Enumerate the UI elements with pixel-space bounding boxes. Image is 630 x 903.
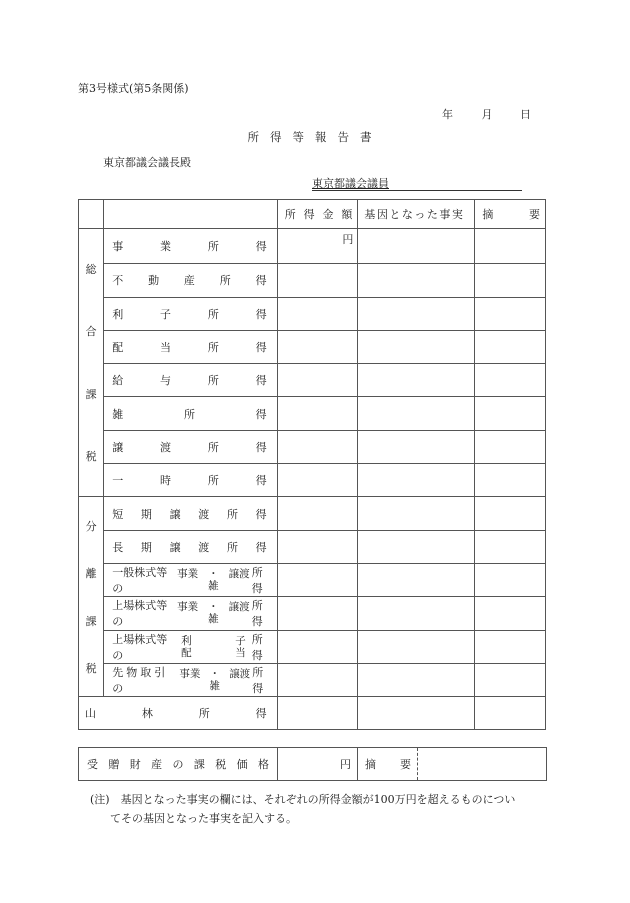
header-basis: 基因となった事実 — [358, 200, 475, 229]
addressee: 東京都議会議長殿 — [103, 156, 191, 169]
amount-input-listed-stocks-business[interactable] — [277, 597, 358, 630]
date-field[interactable] — [440, 106, 531, 122]
amount-input-short-term-transfer[interactable] — [277, 497, 358, 530]
summary-input-short-term-transfer[interactable] — [475, 497, 546, 530]
header-blank-1 — [79, 200, 104, 229]
basis-input-transfer[interactable] — [358, 430, 475, 463]
table-row — [79, 597, 546, 630]
summary-input-transfer[interactable] — [475, 430, 546, 463]
signer-label: 東京都議会議員 — [312, 177, 389, 190]
summary-input-long-term-transfer[interactable] — [475, 530, 546, 563]
table-row — [79, 663, 546, 696]
row-label-listed-stocks-business: 上場株式等の 事業 ・ 譲渡 雑 所得 — [104, 597, 277, 630]
summary-input-forest[interactable] — [475, 697, 546, 730]
header-summary: 摘 要 — [475, 200, 546, 229]
summary-input-interest[interactable] — [475, 297, 546, 330]
row-label-miscellaneous: 雑 所 得 — [104, 397, 277, 430]
gift-summary-input[interactable] — [358, 748, 547, 781]
form-number: 第3号様式(第5条関係) — [78, 82, 189, 95]
table-row — [79, 697, 546, 730]
summary-input-real-estate[interactable] — [475, 264, 546, 297]
footnote-line-2: てその基因となった事実を記入する。 — [110, 812, 297, 825]
basis-input-short-term-transfer[interactable] — [358, 497, 475, 530]
table-row — [79, 497, 546, 530]
gift-summary-label: 摘 要 — [358, 748, 418, 780]
amount-input-long-term-transfer[interactable] — [277, 530, 358, 563]
table-row — [79, 330, 546, 363]
summary-input-miscellaneous[interactable] — [475, 397, 546, 430]
basis-input-salary[interactable] — [358, 364, 475, 397]
row-label-forest: 山 林 所 得 — [79, 697, 278, 730]
summary-input-general-stocks[interactable] — [475, 563, 546, 596]
basis-input-listed-stocks-business[interactable] — [358, 597, 475, 630]
row-label-listed-stocks-interest: 上場株式等の 利 子 配 当 所得 — [104, 630, 277, 663]
footnote — [90, 790, 550, 828]
summary-input-listed-stocks-business[interactable] — [475, 597, 546, 630]
gift-summary-value[interactable] — [418, 748, 546, 780]
summary-input-futures[interactable] — [475, 663, 546, 696]
date-year-label: 年 — [442, 108, 453, 121]
income-report-table — [78, 199, 546, 730]
date-month-label: 月 — [481, 108, 493, 121]
amount-input-miscellaneous[interactable] — [277, 397, 358, 430]
header-blank-2 — [104, 200, 277, 229]
table-header-row — [79, 200, 546, 229]
amount-input-occasional[interactable] — [277, 464, 358, 497]
table-row — [79, 229, 546, 264]
date-day-label: 日 — [520, 108, 531, 121]
row-label-dividend: 配 当 所 得 — [104, 330, 277, 363]
row-label-real-estate: 不 動 産 所 得 — [104, 264, 277, 297]
amount-input-transfer[interactable] — [277, 430, 358, 463]
row-label-futures: 先物取引の 事業 ・ 譲渡 雑 所得 — [104, 663, 277, 696]
row-label-interest: 利 子 所 得 — [104, 297, 277, 330]
table-row — [79, 464, 546, 497]
summary-input-salary[interactable] — [475, 364, 546, 397]
footnote-line-1: (注) 基因となった事実の欄には、それぞれの所得金額が100万円を超えるものについ — [90, 793, 516, 806]
yen-unit: 円 — [340, 758, 351, 771]
summary-input-dividend[interactable] — [475, 330, 546, 363]
row-label-business: 事 業 所 得 — [104, 229, 277, 264]
amount-input-business[interactable] — [277, 229, 358, 264]
gift-row — [79, 748, 547, 781]
table-row — [79, 530, 546, 563]
summary-input-listed-stocks-interest[interactable] — [475, 630, 546, 663]
gift-label: 受 贈 財 産 の 課 税 価 格 — [79, 748, 278, 781]
amount-input-dividend[interactable] — [277, 330, 358, 363]
table-row — [79, 630, 546, 663]
summary-input-business[interactable] — [475, 229, 546, 264]
basis-input-business[interactable] — [358, 229, 475, 264]
summary-input-occasional[interactable] — [475, 464, 546, 497]
amount-input-futures[interactable] — [277, 663, 358, 696]
document-title: 所得等報告書 — [247, 130, 383, 144]
table-row — [79, 364, 546, 397]
gift-property-table — [78, 747, 547, 781]
basis-input-real-estate[interactable] — [358, 264, 475, 297]
amount-input-real-estate[interactable] — [277, 264, 358, 297]
header-amount: 所 得 金 額 — [277, 200, 358, 229]
basis-input-listed-stocks-interest[interactable] — [358, 630, 475, 663]
row-label-general-stocks: 一般株式等の 事業 ・ 譲渡 雑 所得 — [104, 563, 277, 596]
table-row — [79, 297, 546, 330]
yen-unit: 円 — [342, 233, 354, 246]
row-label-long-term-transfer: 長 期 譲 渡 所 得 — [104, 530, 277, 563]
basis-input-long-term-transfer[interactable] — [358, 530, 475, 563]
gift-amount-input[interactable] — [278, 748, 358, 781]
row-label-transfer: 譲 渡 所 得 — [104, 430, 277, 463]
amount-input-salary[interactable] — [277, 364, 358, 397]
amount-input-interest[interactable] — [277, 297, 358, 330]
table-row — [79, 264, 546, 297]
basis-input-forest[interactable] — [358, 697, 475, 730]
basis-input-general-stocks[interactable] — [358, 563, 475, 596]
basis-input-occasional[interactable] — [358, 464, 475, 497]
amount-input-forest[interactable] — [277, 697, 358, 730]
table-row — [79, 430, 546, 463]
row-label-occasional: 一 時 所 得 — [104, 464, 277, 497]
basis-input-dividend[interactable] — [358, 330, 475, 363]
signer-field[interactable] — [312, 177, 522, 191]
amount-input-listed-stocks-interest[interactable] — [277, 630, 358, 663]
table-row — [79, 397, 546, 430]
amount-input-general-stocks[interactable] — [277, 563, 358, 596]
basis-input-interest[interactable] — [358, 297, 475, 330]
row-label-short-term-transfer: 短 期 譲 渡 所 得 — [104, 497, 277, 530]
basis-input-miscellaneous[interactable] — [358, 397, 475, 430]
group-label-bunri: 分 離 課 税 — [79, 497, 104, 697]
table-row — [79, 563, 546, 596]
group-label-sogo: 総 合 課 税 — [79, 229, 104, 497]
basis-input-futures[interactable] — [358, 663, 475, 696]
row-label-salary: 給 与 所 得 — [104, 364, 277, 397]
